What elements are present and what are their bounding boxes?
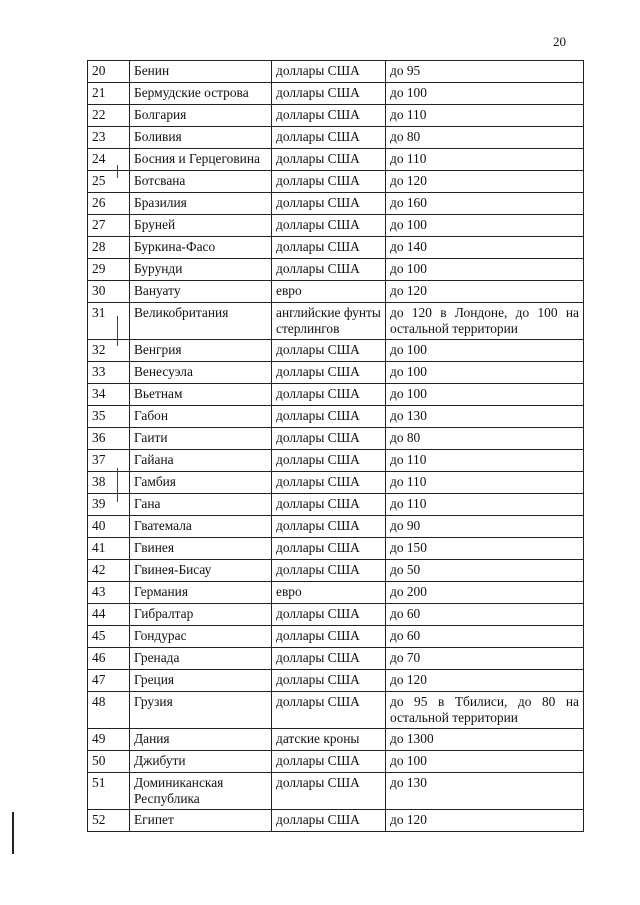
currency-cell: доллары США — [272, 259, 386, 281]
country-cell: Вьетнам — [130, 384, 272, 406]
row-number: 50 — [88, 751, 130, 773]
currency-cell: доллары США — [272, 450, 386, 472]
currency-cell: доллары США — [272, 171, 386, 193]
limit-cell: до 70 — [386, 648, 584, 670]
table-row — [88, 259, 584, 281]
currency-cell: доллары США — [272, 340, 386, 362]
row-number: 44 — [88, 604, 130, 626]
limit-cell: до 100 — [386, 362, 584, 384]
row-number: 36 — [88, 428, 130, 450]
country-cell: Венгрия — [130, 340, 272, 362]
row-number: 47 — [88, 670, 130, 692]
limit-cell: до 60 — [386, 604, 584, 626]
margin-mark — [117, 316, 118, 346]
currency-cell: доллары США — [272, 193, 386, 215]
country-cell: Бенин — [130, 61, 272, 83]
currency-cell: доллары США — [272, 494, 386, 516]
country-cell: Венесуэла — [130, 362, 272, 384]
table-row — [88, 773, 584, 810]
row-number: 31 — [88, 303, 130, 340]
currency-cell: доллары США — [272, 237, 386, 259]
currency-cell: доллары США — [272, 604, 386, 626]
row-number: 43 — [88, 582, 130, 604]
currency-cell: доллары США — [272, 149, 386, 171]
limit-cell: до 90 — [386, 516, 584, 538]
row-number: 24 — [88, 149, 130, 171]
row-number: 46 — [88, 648, 130, 670]
country-cell: Грузия — [130, 692, 272, 729]
table-row — [88, 729, 584, 751]
table-row — [88, 406, 584, 428]
currency-cell: доллары США — [272, 215, 386, 237]
currency-cell: доллары США — [272, 692, 386, 729]
limit-cell: до 100 — [386, 340, 584, 362]
country-cell: Болгария — [130, 105, 272, 127]
table-row — [88, 281, 584, 303]
row-number: 49 — [88, 729, 130, 751]
table-row — [88, 751, 584, 773]
limit-cell: до 160 — [386, 193, 584, 215]
limit-cell: до 50 — [386, 560, 584, 582]
currency-cell: доллары США — [272, 362, 386, 384]
table-row — [88, 626, 584, 648]
country-cell: Боливия — [130, 127, 272, 149]
table-row — [88, 61, 584, 83]
limit-cell: до 80 — [386, 127, 584, 149]
currency-cell: евро — [272, 582, 386, 604]
rates-table-body — [88, 61, 584, 832]
margin-mark — [117, 468, 118, 488]
country-cell: Доминиканская Республика — [130, 773, 272, 810]
row-number: 37 — [88, 450, 130, 472]
limit-cell: до 110 — [386, 149, 584, 171]
table-row — [88, 193, 584, 215]
limit-cell: до 95 в Тбилиси, до 80 на остальной территории — [386, 692, 584, 729]
limit-cell: до 100 — [386, 83, 584, 105]
row-number: 26 — [88, 193, 130, 215]
row-number: 23 — [88, 127, 130, 149]
row-number: 34 — [88, 384, 130, 406]
limit-cell: до 110 — [386, 472, 584, 494]
limit-cell: до 120 в Лондоне, до 100 на остальной территории — [386, 303, 584, 340]
currency-cell: доллары США — [272, 83, 386, 105]
currency-cell: евро — [272, 281, 386, 303]
table-row — [88, 810, 584, 832]
currency-cell: доллары США — [272, 105, 386, 127]
table-row — [88, 105, 584, 127]
margin-mark — [12, 812, 14, 854]
table-row — [88, 670, 584, 692]
country-cell: Гренада — [130, 648, 272, 670]
row-number: 25 — [88, 171, 130, 193]
row-number: 30 — [88, 281, 130, 303]
country-cell: Гаити — [130, 428, 272, 450]
currency-cell: датские кроны — [272, 729, 386, 751]
country-cell: Габон — [130, 406, 272, 428]
country-cell: Ботсвана — [130, 171, 272, 193]
currency-cell: английские фунты стерлингов — [272, 303, 386, 340]
limit-cell: до 1300 — [386, 729, 584, 751]
row-number: 41 — [88, 538, 130, 560]
row-number: 20 — [88, 61, 130, 83]
country-cell: Буркина-Фасо — [130, 237, 272, 259]
country-cell: Джибути — [130, 751, 272, 773]
table-row — [88, 582, 584, 604]
country-cell: Гамбия — [130, 472, 272, 494]
limit-cell: до 95 — [386, 61, 584, 83]
limit-cell: до 140 — [386, 237, 584, 259]
row-number: 35 — [88, 406, 130, 428]
row-number: 42 — [88, 560, 130, 582]
limit-cell: до 100 — [386, 259, 584, 281]
table-row — [88, 450, 584, 472]
limit-cell: до 120 — [386, 810, 584, 832]
currency-cell: доллары США — [272, 428, 386, 450]
table-row — [88, 362, 584, 384]
table-row — [88, 472, 584, 494]
limit-cell: до 80 — [386, 428, 584, 450]
limit-cell: до 200 — [386, 582, 584, 604]
row-number: 33 — [88, 362, 130, 384]
country-cell: Бразилия — [130, 193, 272, 215]
currency-cell: доллары США — [272, 751, 386, 773]
country-cell: Гватемала — [130, 516, 272, 538]
currency-cell: доллары США — [272, 773, 386, 810]
country-cell: Гана — [130, 494, 272, 516]
limit-cell: до 110 — [386, 494, 584, 516]
country-cell: Дания — [130, 729, 272, 751]
country-cell: Гондурас — [130, 626, 272, 648]
table-row — [88, 303, 584, 340]
limit-cell: до 110 — [386, 450, 584, 472]
country-cell: Гвинея-Бисау — [130, 560, 272, 582]
country-cell: Гвинея — [130, 538, 272, 560]
limit-cell: до 100 — [386, 384, 584, 406]
table-row — [88, 538, 584, 560]
row-number: 27 — [88, 215, 130, 237]
table-row — [88, 215, 584, 237]
table-row — [88, 83, 584, 105]
row-number: 51 — [88, 773, 130, 810]
limit-cell: до 100 — [386, 751, 584, 773]
limit-cell: до 60 — [386, 626, 584, 648]
currency-cell: доллары США — [272, 538, 386, 560]
limit-cell: до 110 — [386, 105, 584, 127]
table-row — [88, 604, 584, 626]
table-row — [88, 516, 584, 538]
row-number: 39 — [88, 494, 130, 516]
row-number: 52 — [88, 810, 130, 832]
table-row — [88, 340, 584, 362]
currency-cell: доллары США — [272, 406, 386, 428]
limit-cell: до 150 — [386, 538, 584, 560]
table-row — [88, 428, 584, 450]
country-cell: Бермудские острова — [130, 83, 272, 105]
table-row — [88, 648, 584, 670]
table-row — [88, 692, 584, 729]
country-cell: Египет — [130, 810, 272, 832]
row-number: 29 — [88, 259, 130, 281]
table-row — [88, 149, 584, 171]
currency-cell: доллары США — [272, 626, 386, 648]
row-number: 21 — [88, 83, 130, 105]
country-cell: Бурунди — [130, 259, 272, 281]
currency-cell: доллары США — [272, 670, 386, 692]
table-row — [88, 384, 584, 406]
limit-cell: до 100 — [386, 215, 584, 237]
limit-cell: до 120 — [386, 670, 584, 692]
row-number: 45 — [88, 626, 130, 648]
row-number: 38 — [88, 472, 130, 494]
currency-cell: доллары США — [272, 810, 386, 832]
country-cell: Великобритания — [130, 303, 272, 340]
margin-mark — [117, 488, 118, 502]
country-cell: Германия — [130, 582, 272, 604]
limit-cell: до 130 — [386, 773, 584, 810]
currency-cell: доллары США — [272, 384, 386, 406]
table-row — [88, 237, 584, 259]
row-number: 22 — [88, 105, 130, 127]
table-row — [88, 494, 584, 516]
currency-cell: доллары США — [272, 472, 386, 494]
currency-cell: доллары США — [272, 61, 386, 83]
limit-cell: до 130 — [386, 406, 584, 428]
limit-cell: до 120 — [386, 171, 584, 193]
rates-table — [87, 60, 584, 832]
currency-cell: доллары США — [272, 127, 386, 149]
margin-mark — [117, 165, 118, 178]
limit-cell: до 120 — [386, 281, 584, 303]
currency-cell: доллары США — [272, 516, 386, 538]
table-row — [88, 560, 584, 582]
table-row — [88, 171, 584, 193]
row-number: 40 — [88, 516, 130, 538]
table-row — [88, 127, 584, 149]
country-cell: Бруней — [130, 215, 272, 237]
row-number: 32 — [88, 340, 130, 362]
country-cell: Босния и Герцеговина — [130, 149, 272, 171]
page-number: 20 — [553, 34, 566, 49]
currency-cell: доллары США — [272, 560, 386, 582]
row-number: 28 — [88, 237, 130, 259]
country-cell: Вануату — [130, 281, 272, 303]
country-cell: Греция — [130, 670, 272, 692]
country-cell: Гайана — [130, 450, 272, 472]
country-cell: Гибралтар — [130, 604, 272, 626]
currency-cell: доллары США — [272, 648, 386, 670]
row-number: 48 — [88, 692, 130, 729]
